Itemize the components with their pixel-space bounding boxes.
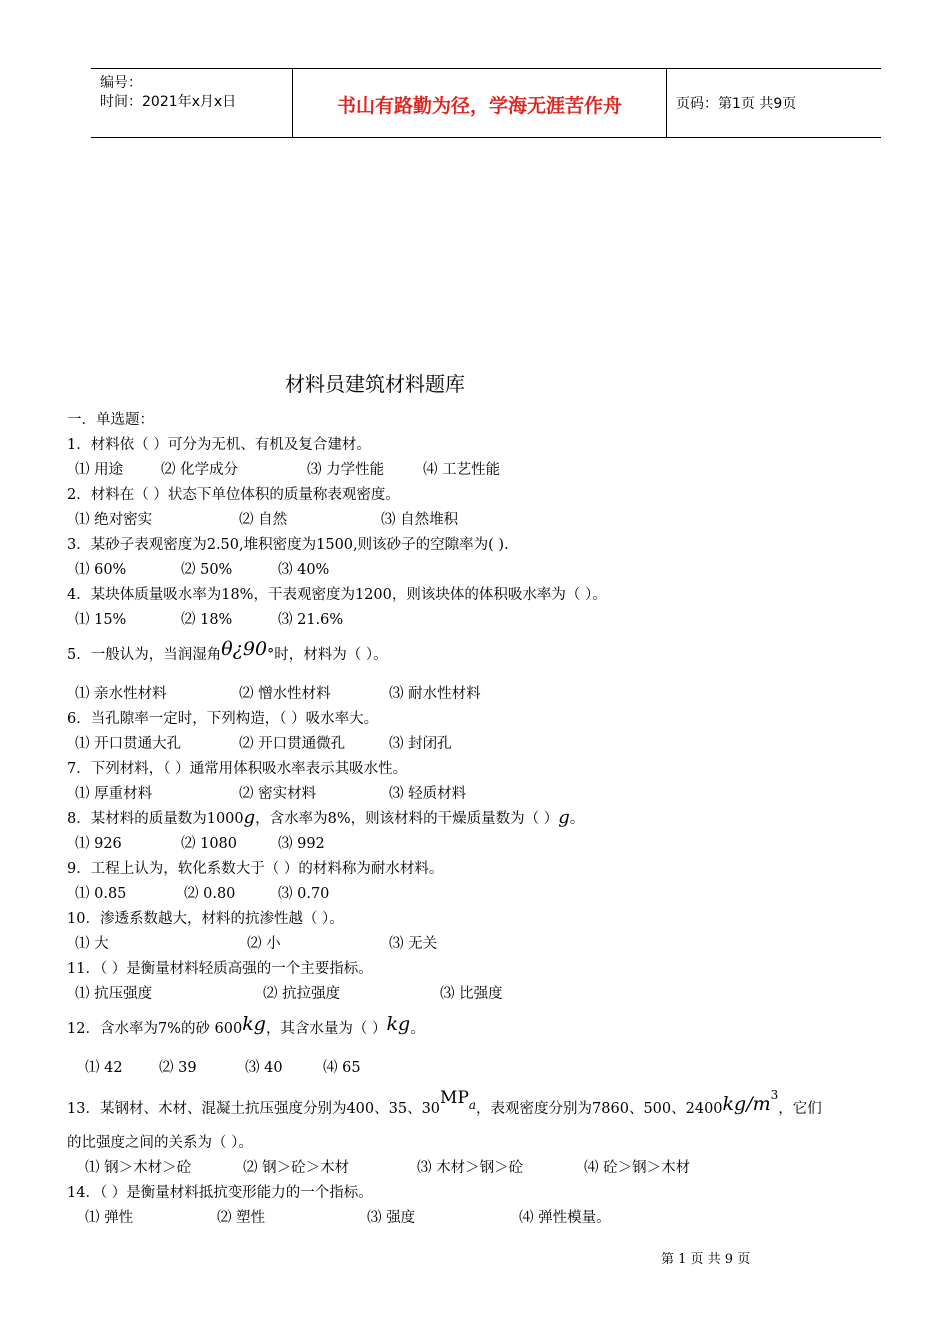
question-text: 。 (410, 1021, 425, 1037)
question-10: 10．渗透系数越大，材料的抗渗性越（ ）。 (67, 911, 344, 927)
option: ⑵ 39 (159, 1060, 197, 1076)
option: ⑴ 弹性 (85, 1210, 134, 1226)
kilogram-unit: kg (386, 1013, 411, 1035)
option: ⑴ 抗压强度 (75, 986, 153, 1002)
option: ⑴ 绝对密实 (75, 512, 153, 528)
section-heading: 一．单选题： (67, 412, 154, 428)
option: ⑵ 抗拉强度 (263, 986, 341, 1002)
motto-text: 书山有路勤为径，学海无涯苦作舟 (336, 95, 622, 117)
option: ⑶ 992 (278, 836, 325, 852)
option: ⑴ 用途 (75, 462, 124, 478)
page-header (91, 68, 881, 138)
number-label: 编号： (100, 75, 142, 91)
question-text: ，其含水量为（ ） (265, 1021, 387, 1037)
question-11: 11．（ ）是衡量材料轻质高强的一个主要指标。 (67, 961, 373, 977)
question-text: ，含水率为8%，则该材料的干燥质量数为（ ） (255, 811, 559, 827)
option: ⑴ 大 (75, 936, 109, 952)
question-13-continued: 的比强度之间的关系为（ ）。 (67, 1135, 253, 1151)
header-meta-cell (91, 69, 292, 137)
option: ⑵ 18% (181, 612, 233, 628)
page-footer: 第 1 页 共 9 页 (661, 1252, 751, 1267)
option: ⑴ 厚重材料 (75, 786, 153, 802)
option: ⑶ 强度 (367, 1210, 416, 1226)
question-14: 14．（ ）是衡量材料抵抗变形能力的一个指标。 (67, 1185, 373, 1201)
option: ⑷ 弹性模量。 (519, 1210, 611, 1226)
option: ⑴ 15% (75, 612, 127, 628)
option: ⑴ 钢＞木材＞砼 (85, 1160, 192, 1176)
option: ⑶ 40% (278, 562, 330, 578)
option: ⑵ 1080 (181, 836, 238, 852)
question-8 (67, 807, 584, 828)
question-text: ，表观密度分别为7860、500、2400 (476, 1101, 723, 1117)
question-text: ，它们 (778, 1101, 822, 1117)
document-title: 材料员建筑材料题库 (285, 372, 465, 396)
option: ⑵ 0.80 (184, 886, 236, 902)
option: ⑷ 65 (323, 1060, 361, 1076)
question-text: 。 (569, 811, 585, 827)
option: ⑶ 无关 (389, 936, 438, 952)
density-unit-exponent: 3 (770, 1088, 779, 1103)
option: ⑵ 自然 (239, 512, 288, 528)
option: ⑶ 比强度 (440, 986, 503, 1002)
option: ⑵ 小 (247, 936, 281, 952)
pressure-unit-sub: a (468, 1098, 477, 1112)
option: ⑶ 木材＞钢＞砼 (417, 1160, 524, 1176)
option: ⑵ 开口贯通微孔 (239, 736, 346, 752)
question-5 (67, 638, 388, 664)
question-text: 12．含水率为7%的砂 600 (67, 1021, 243, 1037)
option: ⑴ 42 (85, 1060, 123, 1076)
option: ⑵ 化学成分 (161, 462, 239, 478)
question-text: 13．某钢材、木材、混凝土抗压强度分别为400、35、30 (67, 1101, 441, 1117)
question-2: 2．材料在（ ）状态下单位体积的质量称表观密度。 (67, 487, 400, 503)
option: ⑷ 砼＞钢＞木材 (584, 1160, 691, 1176)
option: ⑴ 0.85 (75, 886, 127, 902)
option: ⑶ 21.6% (278, 612, 344, 628)
question-3: 3．某砂子表观密度为2.50,堆积密度为1500,则该砂子的空隙率为( ). (67, 537, 509, 553)
kilogram-unit: kg (242, 1013, 266, 1035)
option: ⑵ 密实材料 (239, 786, 317, 802)
time-label: 时间：2021年x月x日 (100, 94, 237, 110)
question-9: 9．工程上认为，软化系数大于（ ）的材料称为耐水材料。 (67, 861, 444, 877)
pressure-unit: MP (440, 1088, 469, 1108)
option: ⑶ 封闭孔 (389, 736, 452, 752)
gram-unit: g (558, 807, 570, 828)
density-unit: kg/m (722, 1093, 771, 1115)
question-text: 5．一般认为，当润湿角 (67, 647, 222, 663)
option: ⑴ 亲水性材料 (75, 686, 167, 702)
option: ⑶ 耐水性材料 (389, 686, 481, 702)
question-12 (67, 1013, 425, 1038)
question-text: 8．某材料的质量数为1000 (67, 811, 244, 827)
option: ⑴ 926 (75, 836, 122, 852)
question-7: 7．下列材料，（ ）通常用体积吸水率表示其吸水性。 (67, 761, 408, 777)
option: ⑶ 0.70 (278, 886, 330, 902)
option: ⑷ 工艺性能 (423, 462, 501, 478)
gram-unit: g (243, 807, 256, 828)
question-6: 6．当孔隙率一定时，下列构造，（ ）吸水率大。 (67, 711, 379, 727)
question-1: 1．材料依（ ）可分为无机、有机及复合建材。 (67, 437, 371, 453)
question-13 (67, 1088, 822, 1118)
option: ⑶ 力学性能 (307, 462, 385, 478)
page-info: 页码：第1页 共9页 (676, 96, 797, 112)
contact-angle-formula: θ¿90 (221, 638, 268, 660)
option: ⑶ 40 (245, 1060, 283, 1076)
question-4: 4．某块体质量吸水率为18%，干表观密度为1200，则该块体的体积吸水率为（ ）。 (67, 587, 607, 603)
option: ⑶ 自然堆积 (381, 512, 459, 528)
option: ⑵ 钢＞砼＞木材 (243, 1160, 350, 1176)
option: ⑵ 塑性 (217, 1210, 266, 1226)
option: ⑵ 憎水性材料 (239, 686, 331, 702)
question-text: °时，材料为（ ）。 (267, 647, 388, 663)
option: ⑴ 60% (75, 562, 127, 578)
header-page-cell (666, 69, 881, 137)
header-motto-cell (292, 69, 667, 137)
option: ⑴ 开口贯通大孔 (75, 736, 182, 752)
option: ⑵ 50% (181, 562, 233, 578)
option: ⑶ 轻质材料 (389, 786, 467, 802)
